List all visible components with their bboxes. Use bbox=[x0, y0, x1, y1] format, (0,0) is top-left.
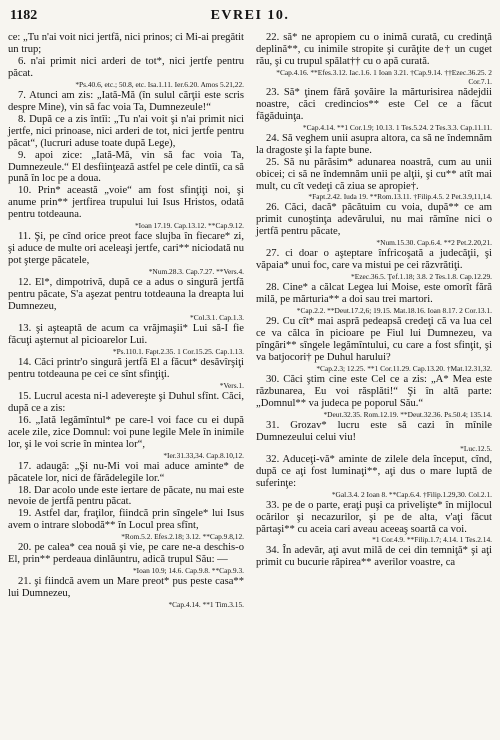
cross-reference: *Ioan 10.9; 14.6. Cap.9.8. **Cap.9.3. bbox=[132, 566, 244, 576]
cross-reference: *1 Cor.4.9. **Filip.1.7; 4.14. 1 Tes.2.14. bbox=[372, 535, 492, 545]
verse-paragraph: 30. Căci ştim cine este Cel ce a zis: „A* Mea este răzbunarea, Eu voi răsplăti!“ Şi în altă parte: „Domnul** va judeca pe poporul Său.“ bbox=[256, 373, 492, 409]
verse-paragraph: 7. Atunci am zis: „Iată-Mă (în sulul cărţii este scris despre Mine), vin să fac voia Ta, Dumnezeule!“ bbox=[8, 89, 244, 113]
verse-paragraph: 20. pe calea* cea nouă şi vie, pe care ne-a deschis-o El, prin** perdeaua dinlăuntru, adică trupul Său: — bbox=[8, 542, 244, 566]
verse-paragraph: 31. Grozav* lucru este să cazi în mînile Dumnezeului celui viu! bbox=[256, 419, 492, 443]
verse-paragraph: 34. În adevăr, aţi avut milă de cei din temniţă* şi aţi primit cu bucurie răpirea** averilor voastre, ca bbox=[256, 545, 492, 569]
verse-paragraph: 16. „Iată legămîntul* pe care-l voi face cu ei după acele zile, zice Domnul: voi pune legile Mele în inimile lor, şi le voi scrie în mintea lor“, bbox=[8, 414, 244, 450]
cross-reference: *Deut.32.35. Rom.12.19. **Deut.32.36. Ps.50.4; 135.14. bbox=[323, 409, 492, 419]
verse-paragraph: 22. să* ne apropiem cu o inimă curată, cu credinţă deplină**, cu inimile stropite şi curăţite de† un cuget rău, şi cu trupul spălat†† cu o apă curată. bbox=[256, 32, 492, 67]
cross-reference: *Col.3.1. Cap.1.3. bbox=[190, 313, 244, 323]
verse-paragraph: 33. pe de o parte, eraţi puşi ca privelişte* în mijlocul ocărilor şi necazurilor, şi pe de alta, v'aţi făcut părtaşi** cu aceia cari aveau aceeaş soartă ca voi. bbox=[256, 499, 492, 535]
verse-paragraph: 21. şi fiindcă avem un Mare preot* pus peste casa** lui Dumnezeu, bbox=[8, 576, 244, 600]
cross-reference: *Cap.2.2. **Deut.17.2,6; 19.15. Mat.18.16. Ioan 8.17. 2 Cor.13.1. bbox=[296, 306, 492, 316]
verse-paragraph: 17. adaugă: „Şi nu-Mi voi mai aduce aminte* de păcatele lor, nici de fărădelegile lor.“ bbox=[8, 460, 244, 484]
cross-reference: *Vers.1. bbox=[219, 380, 244, 390]
verse-paragraph: 15. Lucrul acesta ni-l adevereşte şi Duhul sfînt. Căci, după ce a zis: bbox=[8, 390, 244, 414]
cross-reference: *Num.15.30. Cap.6.4. **2 Pet.2.20,21. bbox=[376, 238, 492, 248]
right-column bbox=[256, 32, 492, 610]
cross-reference: *Cap.4.14. **1 Cor.1.9; 10.13. 1 Tes.5.24. 2 Tes.3.3. Cap.11.11. bbox=[302, 122, 492, 132]
verse-paragraph: 11. Şi, pe cînd orice preot face slujba în fiecare* zi, şi aduce de multe ori aceleaşi jertfe, cari** niciodată nu pot şterge păcatele, bbox=[8, 231, 244, 267]
cross-reference: *Cap.2.3; 12.25. **1 Cor.11.29. Cap.13.20. †Mat.12.31,32. bbox=[316, 363, 492, 373]
cross-reference: *Cap.4.16. **Efes.3.12. Iac.1.6. 1 Ioan 3.21. †Cap.9.14. ††Ezec.36.25. 2 Cor.7.1. bbox=[276, 67, 492, 86]
cross-reference: *Ezec.36.5. Ţef.1.18; 3.8. 2 Tes.1.8. Cap.12.29. bbox=[351, 272, 492, 282]
verse-paragraph: 6. n'ai primit nici arderi de tot*, nici jertfe pentru păcat. bbox=[8, 55, 244, 79]
cross-reference: *Fapt.2.42. Iuda 19. **Rom.13.11. †Filip.4.5. 2 Pet.3.9,11,14. bbox=[308, 192, 492, 202]
verse-paragraph: 18. Dar acolo unde este iertare de păcate, nu mai este nevoie de jertfă pentru păcat. bbox=[8, 484, 244, 508]
text-columns bbox=[8, 32, 492, 610]
running-title: EVREI 10. bbox=[210, 8, 290, 23]
cross-reference: *Num.28.3. Cap.7.27. **Vers.4. bbox=[148, 267, 244, 277]
cross-reference: *Ps.110.1. Fapt.2.35. 1 Cor.15.25. Cap.1.13. bbox=[112, 346, 244, 356]
cross-reference: *Luc.12.5. bbox=[460, 443, 492, 453]
cross-reference: *Cap.4.14. **1 Tim.3.15. bbox=[168, 600, 244, 610]
verse-paragraph: 19. Astfel dar, fraţilor, fiindcă prin sîngele* lui Isus avem o intrare slobodă** în Locul prea sfînt, bbox=[8, 508, 244, 532]
verse-paragraph: 27. ci doar o aşteptare înfricoşată a judecăţii, şi văpaia* unui foc, care va mistui pe cei răzvrătiţi. bbox=[256, 248, 492, 272]
verse-paragraph: 12. El*, dimpotrivă, după ce a adus o singură jertfă pentru păcate, S'a aşezat pentru totdeauna la dreapta lui Dumnezeu, bbox=[8, 277, 244, 313]
verse-paragraph: 26. Căci, dacă* păcătuim cu voia, după** ce am primit cunoştinţa adevărului, nu mai rămîne nici o jertfă pentru păcate, bbox=[256, 202, 492, 238]
cross-reference: *Rom.5.2. Efes.2.18; 3.12. **Cap.9.8,12. bbox=[121, 532, 244, 542]
verse-paragraph: 10. Prin* această „voie“ am fost sfinţiţi noi, şi anume prin** jertfirea trupului lui Isus Hristos, odată pentru totdeauna. bbox=[8, 185, 244, 221]
verse-paragraph: 14. Căci printr'o singură jertfă El a făcut* desăvîrşiţi pentru totdeauna pe cei ce sînt sfinţiţi. bbox=[8, 356, 244, 380]
verse-paragraph: 24. Să veghem unii asupra altora, ca să ne îndemnăm la dragoste şi la fapte bune. bbox=[256, 132, 492, 156]
cross-reference: *Gal.3.4. 2 Ioan 8. **Cap.6.4. †Filip.1.29,30. Col.2.1. bbox=[331, 489, 492, 499]
cross-reference: *Ioan 17.19. Cap.13.12. **Cap.9.12. bbox=[134, 221, 244, 231]
page-number: 1182 bbox=[10, 8, 38, 23]
verse-paragraph: 13. şi aşteaptă de acum ca vrăjmaşii* Lui să-I fie făcuţi aşternut al picioarelor Lui. bbox=[8, 323, 244, 346]
verse-paragraph: 23. Să* ţinem fără şovăire la mărturisirea nădejdii noastre, căci credincios** este Cel ce a făcut făgăduinţa. bbox=[256, 86, 492, 122]
left-column bbox=[8, 32, 244, 610]
cross-reference: *Ps.40.6, etc.; 50.8, etc. Isa.1.11. Ier.6.20. Amos 5.21,22. bbox=[75, 79, 244, 89]
verse-paragraph: 28. Cine* a călcat Legea lui Moise, este omorît fără milă, pe mărturia** a doi sau trei martori. bbox=[256, 282, 492, 306]
verse-paragraph: 29. Cu cît* mai aspră pedeapsă credeţi că va lua cel ce va călca în picioare pe Fiul lui Dumnezeu, va pîngări** sîngele legămîntului, cu care a fost sfinţit, şi va batjocori† pe Duhul harului? bbox=[256, 316, 492, 364]
cross-reference: *Ier.31.33,34. Cap.8.10,12. bbox=[163, 450, 244, 460]
verse-paragraph: 25. Să nu părăsim* adunarea noastră, cum au unii obicei; ci să ne îndemnăm unii pe alţii, şi cu** atît mai mult, cu cît vedeţi că ziua se apropie†. bbox=[256, 156, 492, 192]
page-header bbox=[8, 6, 492, 28]
verse-paragraph: 9. apoi zice: „Iată-Mă, vin să fac voia Ta, Dumnezeule.“ El desfiinţează astfel pe cele dintîi, ca să pună în loc pe a doua. bbox=[8, 149, 244, 185]
verse-continuation: ce: „Tu n'ai voit nici jertfă, nici prinos; ci Mi-ai pregătit un trup; bbox=[8, 32, 244, 55]
verse-paragraph: 32. Aduceţi-vă* aminte de zilele dela început, cînd, după ce aţi fost luminaţi**, aţi dus o mare luptă de suferinţe: bbox=[256, 453, 492, 489]
verse-paragraph: 8. După ce a zis întîi: „Tu n'ai voit şi n'ai primit nici jertfe, nici prinoase, nici arderi de tot, nici jertfe pentru păcat“, (lucruri aduse toate după Lege), bbox=[8, 113, 244, 149]
